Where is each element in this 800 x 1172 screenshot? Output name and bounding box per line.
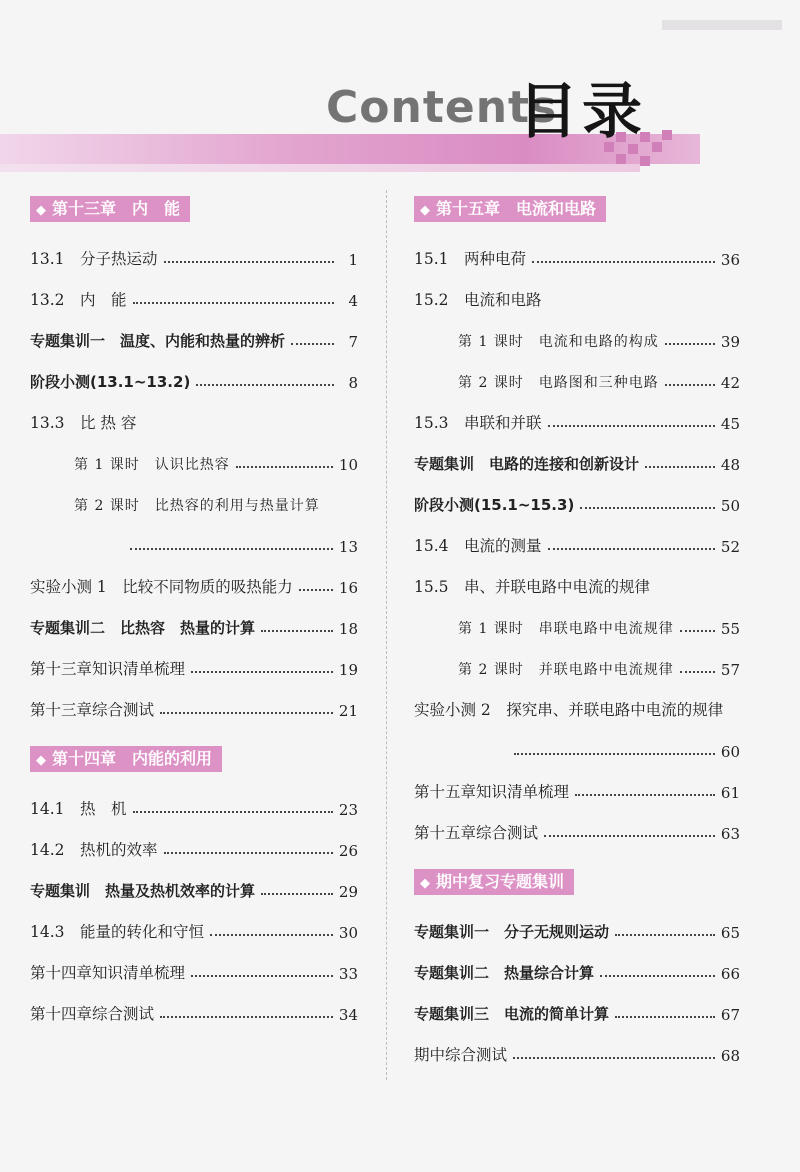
toc-entry-title: 15.1 两种电荷 [414, 250, 527, 268]
dot-leader [133, 811, 333, 813]
toc-page-number: 42 [720, 374, 740, 392]
toc-entry[interactable] [30, 942, 358, 983]
toc-entry[interactable] [414, 761, 740, 802]
toc-entry[interactable] [414, 679, 740, 720]
toc-entry-title: 15.3 串联和并联 [414, 414, 542, 432]
toc-entry[interactable] [30, 351, 358, 392]
dot-leader [196, 384, 334, 386]
toc-section [414, 869, 740, 1065]
diamond-icon: ◆ [420, 876, 430, 891]
toc-page-number: 19 [338, 661, 358, 679]
dot-leader [236, 466, 333, 468]
section-heading [30, 196, 190, 222]
toc-page-number: 23 [338, 801, 358, 819]
toc-entry[interactable] [414, 392, 740, 433]
toc-page-number: 39 [720, 333, 740, 351]
dot-leader [160, 712, 333, 714]
dot-leader [261, 630, 333, 632]
toc-entry-title: 第 2 课时 电路图和三种电路 [458, 375, 659, 391]
dot-leader [680, 630, 715, 632]
toc-entry-title: 第十三章综合测试 [30, 701, 155, 719]
dot-leader [261, 893, 333, 895]
toc-entry[interactable] [414, 515, 740, 556]
dot-leader [665, 343, 715, 345]
dot-leader [160, 1016, 333, 1018]
title-english: Contents [326, 82, 558, 133]
dot-leader [600, 975, 715, 977]
toc-entry[interactable] [30, 269, 358, 310]
toc-page-number: 1 [348, 251, 358, 269]
right-column [414, 196, 740, 1065]
section-heading [414, 869, 574, 895]
toc-entry[interactable] [30, 556, 358, 597]
toc-page-number: 65 [720, 924, 740, 942]
dot-leader [548, 425, 715, 427]
toc-entry[interactable] [30, 901, 358, 942]
toc-entry-title: 第 1 课时 认识比热容 [74, 457, 230, 473]
toc-page-number: 55 [720, 620, 740, 638]
toc-entry[interactable] [414, 228, 740, 269]
toc-entry[interactable] [414, 1024, 740, 1065]
contents-header [0, 0, 800, 180]
toc-entry-title: 15.5 串、并联电路中电流的规律 [414, 578, 651, 596]
toc-entry-title: 实验小测 2 探究串、并联电路中电流的规律 [414, 701, 724, 719]
toc-entry-title: 第 2 课时 比热容的利用与热量计算 [74, 498, 320, 514]
dot-leader [645, 466, 715, 468]
dot-leader [130, 548, 333, 550]
diamond-icon: ◆ [420, 203, 430, 218]
toc-page-number: 26 [338, 842, 358, 860]
dot-leader [291, 343, 334, 345]
toc-entry-title: 14.1 热 机 [30, 800, 127, 818]
toc-entry[interactable] [414, 802, 740, 843]
toc-entry[interactable] [414, 983, 740, 1024]
toc-entry[interactable] [30, 819, 358, 860]
dot-leader [210, 934, 333, 936]
toc-entry[interactable] [30, 983, 358, 1024]
toc-entry-title: 第十四章知识清单梳理 [30, 964, 186, 982]
toc-page-number: 16 [338, 579, 358, 597]
toc-page-number: 13 [338, 538, 358, 556]
toc-page-number: 63 [720, 825, 740, 843]
dot-leader [164, 261, 334, 263]
toc-entry[interactable] [414, 638, 740, 679]
toc-page-number: 60 [720, 743, 740, 761]
toc-entry-title: 第 1 课时 串联电路中电流规律 [458, 621, 674, 637]
title-chinese: 目录 [518, 77, 646, 147]
toc-entry[interactable] [414, 720, 740, 761]
toc-page-number: 48 [720, 456, 740, 474]
toc-page-number: 52 [720, 538, 740, 556]
toc-entry[interactable] [414, 556, 740, 597]
dot-leader [680, 671, 715, 673]
section-heading-text: 第十三章 内 能 [52, 199, 181, 218]
dot-leader [191, 975, 333, 977]
toc-entry[interactable] [30, 860, 358, 901]
toc-entry-title: 13.1 分子热运动 [30, 250, 158, 268]
dot-leader [191, 671, 333, 673]
toc-entry-title: 专题集训二 比热容 热量的计算 [30, 619, 256, 637]
toc-entry[interactable] [414, 269, 740, 310]
toc-section [30, 746, 358, 1024]
toc-entry-title: 13.2 内 能 [30, 291, 127, 309]
toc-page-number: 33 [338, 965, 358, 983]
dot-leader [615, 1016, 715, 1018]
toc-page-number: 36 [720, 251, 740, 269]
toc-page-number: 29 [338, 883, 358, 901]
toc-entry[interactable] [414, 310, 740, 351]
diamond-icon: ◆ [36, 753, 46, 768]
dot-leader [548, 548, 715, 550]
dot-leader [532, 261, 715, 263]
section-heading-text: 第十四章 内能的利用 [52, 749, 213, 768]
toc-entry-title: 第十三章知识清单梳理 [30, 660, 186, 678]
toc-entry-title: 14.2 热机的效率 [30, 841, 158, 859]
toc-entry[interactable] [30, 679, 358, 720]
toc-section [30, 196, 358, 720]
toc-entry[interactable] [414, 433, 740, 474]
dot-leader [575, 794, 715, 796]
toc-entry[interactable] [414, 901, 740, 942]
dot-leader [513, 1057, 715, 1059]
toc-page-number: 4 [348, 292, 358, 310]
toc-entry-title: 专题集训二 热量综合计算 [414, 964, 595, 982]
toc-page-number: 21 [338, 702, 358, 720]
toc-page-number: 18 [338, 620, 358, 638]
dot-leader [665, 384, 715, 386]
toc-page-number: 34 [338, 1006, 358, 1024]
toc-entry-title: 第 2 课时 并联电路中电流规律 [458, 662, 674, 678]
dot-leader [299, 589, 333, 591]
toc-entry-title: 13.3 比 热 容 [30, 414, 137, 432]
toc-page-number: 61 [720, 784, 740, 802]
dot-leader [580, 507, 715, 509]
section-heading [30, 746, 222, 772]
toc-page-number: 67 [720, 1006, 740, 1024]
toc-entry[interactable] [30, 778, 358, 819]
toc-entry-title: 第十五章知识清单梳理 [414, 783, 570, 801]
toc-page-number: 66 [720, 965, 740, 983]
diamond-icon: ◆ [36, 203, 46, 218]
toc-entry-title: 15.4 电流的测量 [414, 537, 542, 555]
section-gap [414, 843, 740, 869]
dot-leader [164, 852, 333, 854]
toc-entry-title: 第 1 课时 电流和电路的构成 [458, 334, 659, 350]
section-heading-text: 第十五章 电流和电路 [436, 199, 597, 218]
toc-entry-title: 专题集训一 温度、内能和热量的辨析 [30, 332, 286, 350]
toc-entry-title: 第十五章综合测试 [414, 824, 539, 842]
toc-entry[interactable] [414, 351, 740, 392]
toc-entry[interactable] [414, 474, 740, 515]
toc-entry-title: 第十四章综合测试 [30, 1005, 155, 1023]
toc-entry[interactable] [414, 942, 740, 983]
toc-page-number: 50 [720, 497, 740, 515]
dot-leader [615, 934, 715, 936]
header-band-light [0, 164, 640, 172]
toc-entry[interactable] [414, 597, 740, 638]
toc-entry-title: 阶段小测(13.1~13.2) [30, 373, 191, 391]
toc-page-number: 10 [338, 456, 358, 474]
toc-page-number: 57 [720, 661, 740, 679]
toc-page-number: 8 [348, 374, 358, 392]
toc-entry[interactable] [30, 474, 358, 515]
dot-leader [544, 835, 715, 837]
left-column [30, 196, 358, 1024]
dot-leader [133, 302, 334, 304]
section-heading [414, 196, 606, 222]
toc-entry-title: 专题集训 电路的连接和创新设计 [414, 455, 640, 473]
toc-entry[interactable] [30, 515, 358, 556]
toc-entry[interactable] [30, 597, 358, 638]
column-divider [386, 190, 388, 1080]
section-gap [30, 720, 358, 746]
corner-mark [662, 20, 782, 30]
toc-page-number: 30 [338, 924, 358, 942]
toc-entry-title: 专题集训一 分子无规则运动 [414, 923, 610, 941]
toc-entry[interactable] [30, 310, 358, 351]
toc-entry[interactable] [30, 638, 358, 679]
toc-page-number: 45 [720, 415, 740, 433]
toc-page-number: 7 [348, 333, 358, 351]
toc-entry-title: 实验小测 1 比较不同物质的吸热能力 [30, 578, 293, 596]
toc-entry-title: 专题集训三 电流的简单计算 [414, 1005, 610, 1023]
toc-entry-title: 阶段小测(15.1~15.3) [414, 496, 575, 514]
toc-entry-title: 专题集训 热量及热机效率的计算 [30, 882, 256, 900]
toc-entry-title: 14.3 能量的转化和守恒 [30, 923, 205, 941]
section-heading-text: 期中复习专题集训 [436, 872, 565, 891]
toc-page-number: 68 [720, 1047, 740, 1065]
dot-leader [514, 753, 715, 755]
toc-entry[interactable] [30, 228, 358, 269]
toc-entry[interactable] [30, 392, 358, 433]
toc-entry-title: 15.2 电流和电路 [414, 291, 542, 309]
toc-entry[interactable] [30, 433, 358, 474]
toc-section [414, 196, 740, 843]
toc-entry-title: 期中综合测试 [414, 1046, 508, 1064]
